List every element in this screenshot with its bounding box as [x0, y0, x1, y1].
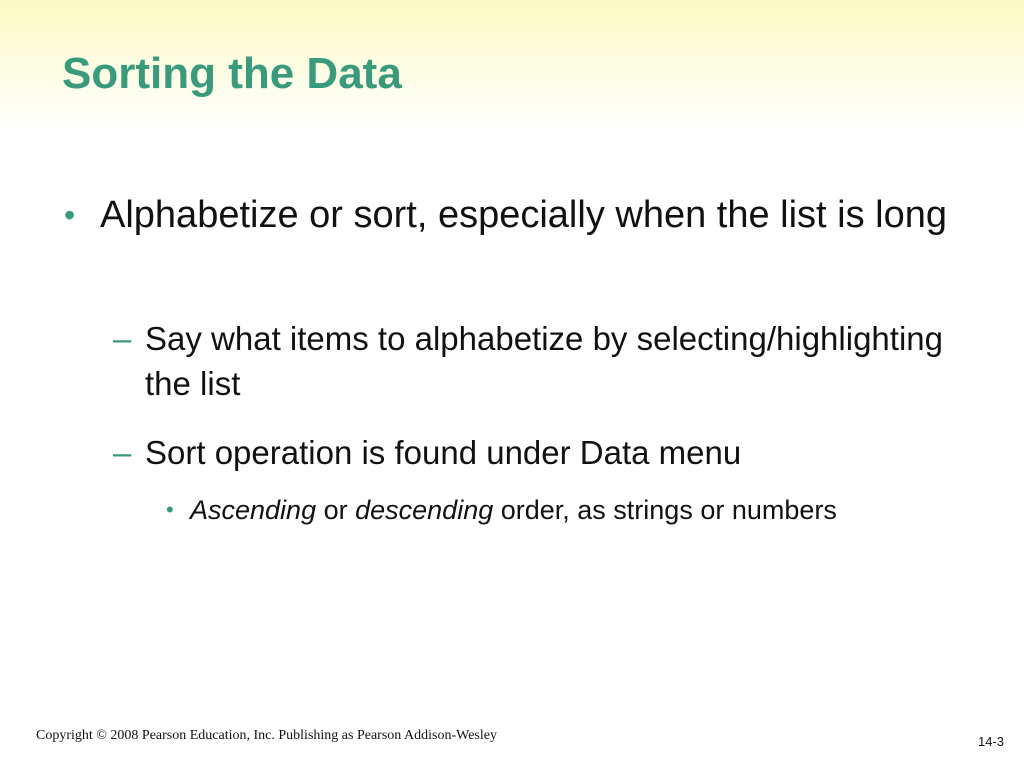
bullet-text: Alphabetize or sort, especially when the list is long: [100, 194, 948, 236]
bullet-dot-icon: •: [64, 197, 76, 233]
text-rest: order, as strings or numbers: [493, 495, 837, 525]
bullet-item-level1: [64, 188, 1000, 242]
bullet-item-level3: [166, 490, 910, 530]
dash-icon: –: [113, 434, 132, 471]
emphasis-descending: descending: [355, 495, 494, 525]
bullet-item-level2: [113, 430, 965, 475]
emphasis-ascending: Ascending: [190, 495, 317, 525]
bullet-dot-icon: •: [166, 497, 174, 522]
bullet-item-level2: [113, 316, 965, 406]
page-number: 14-3: [977, 734, 1004, 749]
bullet-text: [190, 495, 837, 525]
dash-icon: –: [113, 320, 132, 357]
footer-copyright: Copyright © 2008 Pearson Education, Inc. Publishing as Pearson Addison-Wesley: [36, 728, 497, 743]
bullet-text: Sort operation is found under Data menu: [145, 434, 742, 471]
slide-title: Sorting the Data: [62, 49, 402, 98]
text-or: or: [316, 495, 356, 525]
bullet-text: Say what items to alphabetize by selecting/highlighting the list: [145, 320, 943, 402]
